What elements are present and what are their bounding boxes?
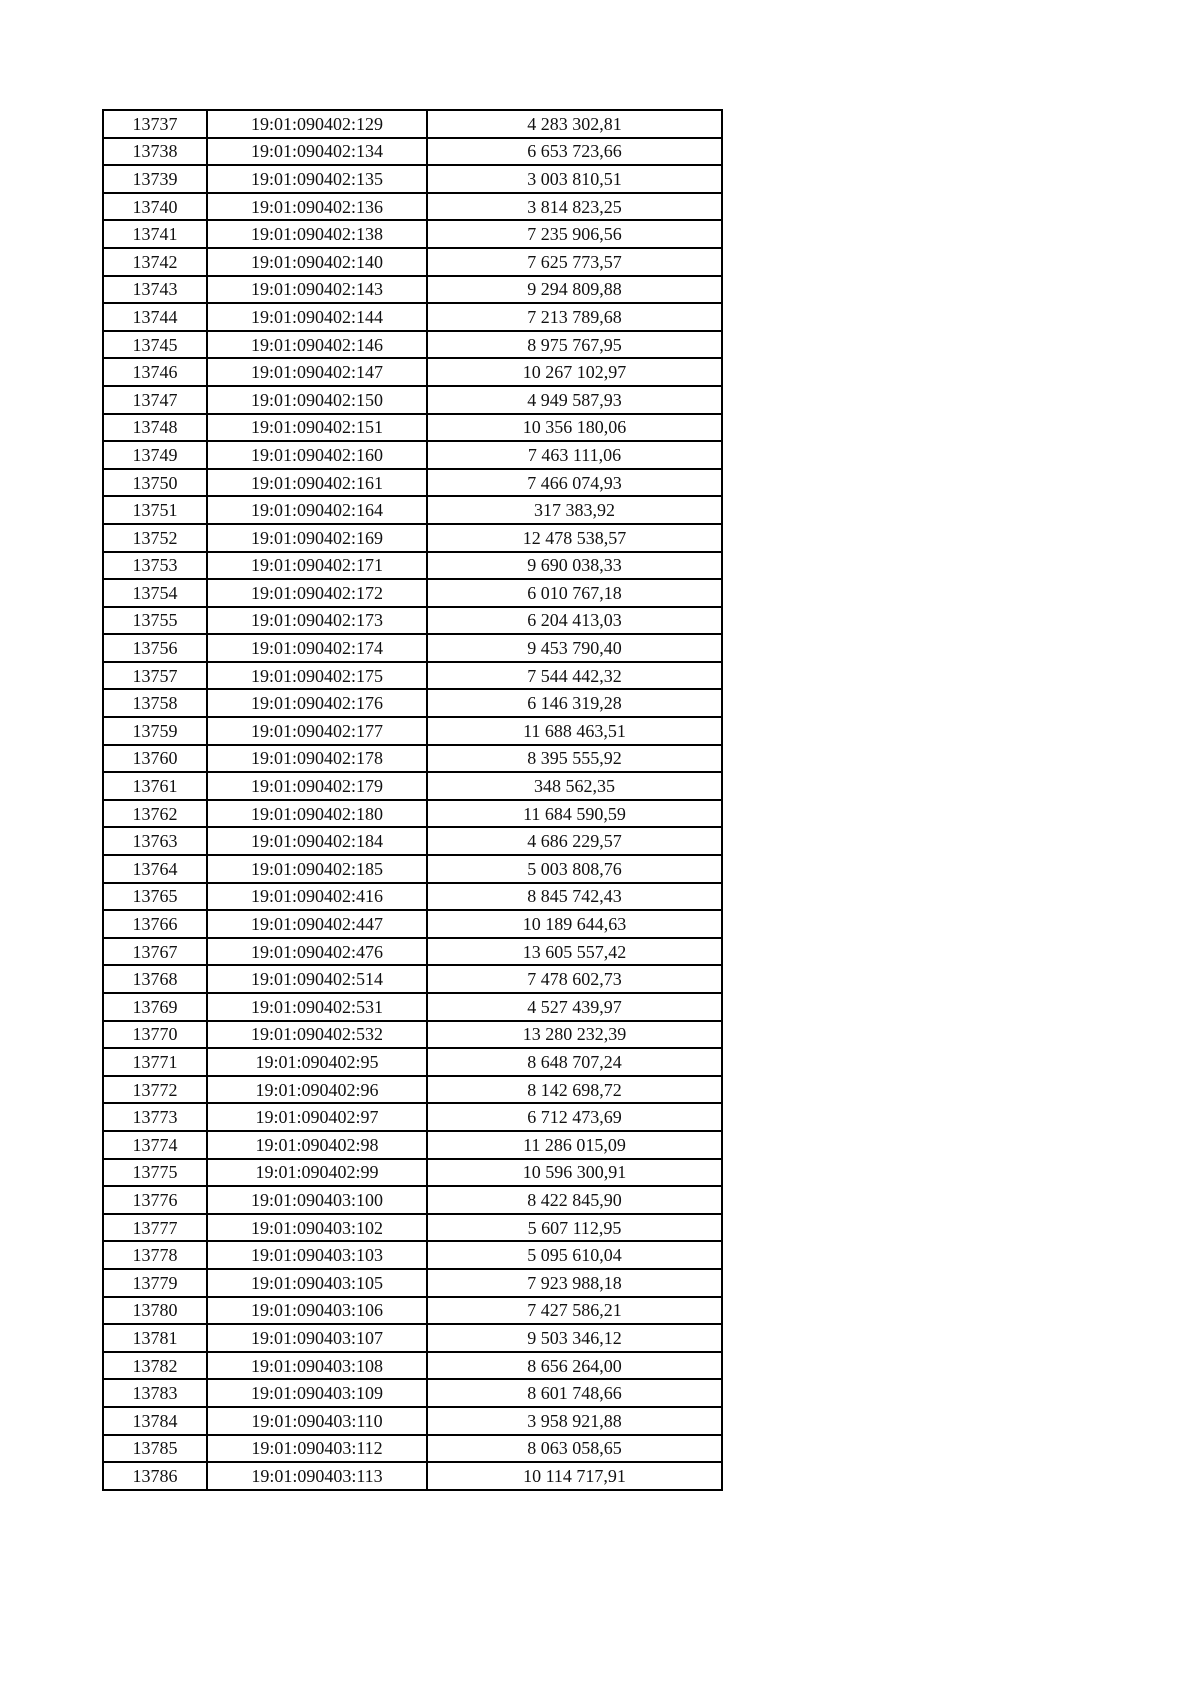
- row-number-cell: 13778: [103, 1241, 207, 1269]
- cadastral-number-cell: 19:01:090402:95: [207, 1048, 427, 1076]
- cadastral-number-cell: 19:01:090402:99: [207, 1159, 427, 1187]
- table-row: [103, 496, 722, 524]
- value-cell: 10 267 102,97: [427, 358, 722, 386]
- row-number-cell: 13779: [103, 1269, 207, 1297]
- cadastral-number-cell: 19:01:090402:185: [207, 855, 427, 883]
- table-row: [103, 579, 722, 607]
- row-number-cell: 13743: [103, 276, 207, 304]
- table-row: [103, 1159, 722, 1187]
- table-row: [103, 1462, 722, 1490]
- value-cell: 13 605 557,42: [427, 938, 722, 966]
- cadastral-number-cell: 19:01:090402:161: [207, 469, 427, 497]
- table-row: [103, 1131, 722, 1159]
- value-cell: 9 503 346,12: [427, 1324, 722, 1352]
- value-cell: 9 294 809,88: [427, 276, 722, 304]
- row-number-cell: 13772: [103, 1076, 207, 1104]
- value-cell: 8 422 845,90: [427, 1186, 722, 1214]
- row-number-cell: 13740: [103, 193, 207, 221]
- row-number-cell: 13748: [103, 414, 207, 442]
- cadastral-number-cell: 19:01:090402:144: [207, 303, 427, 331]
- row-number-cell: 13767: [103, 938, 207, 966]
- table-row: [103, 138, 722, 166]
- table-row: [103, 248, 722, 276]
- cadastral-value-table-wrapper: [102, 109, 723, 1491]
- cadastral-number-cell: 19:01:090402:138: [207, 220, 427, 248]
- value-cell: 6 204 413,03: [427, 607, 722, 635]
- cadastral-number-cell: 19:01:090402:164: [207, 496, 427, 524]
- cadastral-number-cell: 19:01:090403:108: [207, 1352, 427, 1380]
- row-number-cell: 13765: [103, 883, 207, 911]
- row-number-cell: 13773: [103, 1103, 207, 1131]
- cadastral-number-cell: 19:01:090402:129: [207, 110, 427, 138]
- table-row: [103, 220, 722, 248]
- value-cell: 8 975 767,95: [427, 331, 722, 359]
- row-number-cell: 13753: [103, 552, 207, 580]
- value-cell: 348 562,35: [427, 772, 722, 800]
- cadastral-number-cell: 19:01:090402:147: [207, 358, 427, 386]
- cadastral-number-cell: 19:01:090402:179: [207, 772, 427, 800]
- row-number-cell: 13781: [103, 1324, 207, 1352]
- table-row: [103, 1407, 722, 1435]
- cadastral-number-cell: 19:01:090402:178: [207, 745, 427, 773]
- table-row: [103, 1324, 722, 1352]
- table-row: [103, 717, 722, 745]
- table-row: [103, 1379, 722, 1407]
- row-number-cell: 13786: [103, 1462, 207, 1490]
- table-row: [103, 524, 722, 552]
- cadastral-value-table: [102, 109, 723, 1491]
- cadastral-number-cell: 19:01:090402:416: [207, 883, 427, 911]
- table-row: [103, 276, 722, 304]
- row-number-cell: 13746: [103, 358, 207, 386]
- cadastral-number-cell: 19:01:090402:184: [207, 827, 427, 855]
- cadastral-number-cell: 19:01:090402:146: [207, 331, 427, 359]
- row-number-cell: 13769: [103, 993, 207, 1021]
- row-number-cell: 13755: [103, 607, 207, 635]
- cadastral-number-cell: 19:01:090402:169: [207, 524, 427, 552]
- cadastral-number-cell: 19:01:090403:113: [207, 1462, 427, 1490]
- row-number-cell: 13759: [103, 717, 207, 745]
- table-row: [103, 358, 722, 386]
- table-row: [103, 772, 722, 800]
- row-number-cell: 13785: [103, 1435, 207, 1463]
- row-number-cell: 13757: [103, 662, 207, 690]
- value-cell: 317 383,92: [427, 496, 722, 524]
- value-cell: 8 063 058,65: [427, 1435, 722, 1463]
- value-cell: 10 596 300,91: [427, 1159, 722, 1187]
- cadastral-number-cell: 19:01:090402:134: [207, 138, 427, 166]
- cadastral-number-cell: 19:01:090402:176: [207, 689, 427, 717]
- table-row: [103, 965, 722, 993]
- value-cell: 7 213 789,68: [427, 303, 722, 331]
- row-number-cell: 13741: [103, 220, 207, 248]
- cadastral-number-cell: 19:01:090403:102: [207, 1214, 427, 1242]
- value-cell: 10 356 180,06: [427, 414, 722, 442]
- value-cell: 8 601 748,66: [427, 1379, 722, 1407]
- table-row: [103, 1076, 722, 1104]
- table-row: [103, 883, 722, 911]
- row-number-cell: 13782: [103, 1352, 207, 1380]
- row-number-cell: 13751: [103, 496, 207, 524]
- cadastral-number-cell: 19:01:090403:110: [207, 1407, 427, 1435]
- row-number-cell: 13758: [103, 689, 207, 717]
- row-number-cell: 13775: [103, 1159, 207, 1187]
- row-number-cell: 13745: [103, 331, 207, 359]
- table-row: [103, 938, 722, 966]
- table-row: [103, 855, 722, 883]
- row-number-cell: 13770: [103, 1021, 207, 1049]
- table-row: [103, 441, 722, 469]
- table-body: [103, 110, 722, 1490]
- row-number-cell: 13763: [103, 827, 207, 855]
- cadastral-number-cell: 19:01:090402:531: [207, 993, 427, 1021]
- cadastral-number-cell: 19:01:090402:173: [207, 607, 427, 635]
- cadastral-number-cell: 19:01:090402:177: [207, 717, 427, 745]
- table-row: [103, 634, 722, 662]
- value-cell: 4 283 302,81: [427, 110, 722, 138]
- table-row: [103, 1103, 722, 1131]
- row-number-cell: 13744: [103, 303, 207, 331]
- table-row: [103, 386, 722, 414]
- cadastral-number-cell: 19:01:090402:447: [207, 910, 427, 938]
- row-number-cell: 13742: [103, 248, 207, 276]
- cadastral-number-cell: 19:01:090402:476: [207, 938, 427, 966]
- value-cell: 11 684 590,59: [427, 800, 722, 828]
- cadastral-number-cell: 19:01:090402:171: [207, 552, 427, 580]
- table-row: [103, 910, 722, 938]
- row-number-cell: 13752: [103, 524, 207, 552]
- cadastral-number-cell: 19:01:090402:96: [207, 1076, 427, 1104]
- cadastral-number-cell: 19:01:090403:109: [207, 1379, 427, 1407]
- table-row: [103, 1021, 722, 1049]
- cadastral-number-cell: 19:01:090403:100: [207, 1186, 427, 1214]
- row-number-cell: 13737: [103, 110, 207, 138]
- table-row: [103, 193, 722, 221]
- cadastral-number-cell: 19:01:090402:160: [207, 441, 427, 469]
- value-cell: 7 466 074,93: [427, 469, 722, 497]
- row-number-cell: 13761: [103, 772, 207, 800]
- row-number-cell: 13760: [103, 745, 207, 773]
- table-row: [103, 469, 722, 497]
- value-cell: 6 146 319,28: [427, 689, 722, 717]
- cadastral-number-cell: 19:01:090403:103: [207, 1241, 427, 1269]
- value-cell: 4 527 439,97: [427, 993, 722, 1021]
- value-cell: 3 814 823,25: [427, 193, 722, 221]
- value-cell: 5 095 610,04: [427, 1241, 722, 1269]
- value-cell: 7 478 602,73: [427, 965, 722, 993]
- value-cell: 8 648 707,24: [427, 1048, 722, 1076]
- table-row: [103, 1269, 722, 1297]
- row-number-cell: 13738: [103, 138, 207, 166]
- value-cell: 6 010 767,18: [427, 579, 722, 607]
- cadastral-number-cell: 19:01:090403:105: [207, 1269, 427, 1297]
- cadastral-number-cell: 19:01:090403:106: [207, 1297, 427, 1325]
- table-row: [103, 745, 722, 773]
- value-cell: 11 688 463,51: [427, 717, 722, 745]
- cadastral-number-cell: 19:01:090402:175: [207, 662, 427, 690]
- value-cell: 5 607 112,95: [427, 1214, 722, 1242]
- value-cell: 7 427 586,21: [427, 1297, 722, 1325]
- value-cell: 8 845 742,43: [427, 883, 722, 911]
- value-cell: 10 114 717,91: [427, 1462, 722, 1490]
- row-number-cell: 13771: [103, 1048, 207, 1076]
- value-cell: 3 003 810,51: [427, 165, 722, 193]
- table-row: [103, 607, 722, 635]
- cadastral-number-cell: 19:01:090403:112: [207, 1435, 427, 1463]
- table-row: [103, 1186, 722, 1214]
- row-number-cell: 13739: [103, 165, 207, 193]
- row-number-cell: 13750: [103, 469, 207, 497]
- table-row: [103, 165, 722, 193]
- value-cell: 13 280 232,39: [427, 1021, 722, 1049]
- cadastral-number-cell: 19:01:090402:151: [207, 414, 427, 442]
- row-number-cell: 13766: [103, 910, 207, 938]
- table-row: [103, 552, 722, 580]
- table-row: [103, 110, 722, 138]
- value-cell: 6 712 473,69: [427, 1103, 722, 1131]
- value-cell: 8 656 264,00: [427, 1352, 722, 1380]
- row-number-cell: 13776: [103, 1186, 207, 1214]
- value-cell: 4 949 587,93: [427, 386, 722, 414]
- table-row: [103, 1352, 722, 1380]
- cadastral-number-cell: 19:01:090402:97: [207, 1103, 427, 1131]
- cadastral-number-cell: 19:01:090402:180: [207, 800, 427, 828]
- value-cell: 7 923 988,18: [427, 1269, 722, 1297]
- cadastral-number-cell: 19:01:090402:135: [207, 165, 427, 193]
- value-cell: 9 453 790,40: [427, 634, 722, 662]
- value-cell: 4 686 229,57: [427, 827, 722, 855]
- row-number-cell: 13747: [103, 386, 207, 414]
- row-number-cell: 13784: [103, 1407, 207, 1435]
- value-cell: 10 189 644,63: [427, 910, 722, 938]
- cadastral-number-cell: 19:01:090403:107: [207, 1324, 427, 1352]
- table-row: [103, 827, 722, 855]
- row-number-cell: 13764: [103, 855, 207, 883]
- row-number-cell: 13756: [103, 634, 207, 662]
- row-number-cell: 13754: [103, 579, 207, 607]
- table-row: [103, 993, 722, 1021]
- value-cell: 3 958 921,88: [427, 1407, 722, 1435]
- table-row: [103, 1048, 722, 1076]
- table-row: [103, 662, 722, 690]
- value-cell: 8 395 555,92: [427, 745, 722, 773]
- cadastral-number-cell: 19:01:090402:174: [207, 634, 427, 662]
- cadastral-number-cell: 19:01:090402:136: [207, 193, 427, 221]
- row-number-cell: 13749: [103, 441, 207, 469]
- table-row: [103, 800, 722, 828]
- table-row: [103, 414, 722, 442]
- value-cell: 7 544 442,32: [427, 662, 722, 690]
- row-number-cell: 13780: [103, 1297, 207, 1325]
- table-row: [103, 689, 722, 717]
- row-number-cell: 13777: [103, 1214, 207, 1242]
- table-row: [103, 1435, 722, 1463]
- row-number-cell: 13762: [103, 800, 207, 828]
- table-row: [103, 331, 722, 359]
- table-row: [103, 303, 722, 331]
- table-row: [103, 1297, 722, 1325]
- value-cell: 8 142 698,72: [427, 1076, 722, 1104]
- value-cell: 7 463 111,06: [427, 441, 722, 469]
- row-number-cell: 13768: [103, 965, 207, 993]
- cadastral-number-cell: 19:01:090402:172: [207, 579, 427, 607]
- table-row: [103, 1241, 722, 1269]
- cadastral-number-cell: 19:01:090402:150: [207, 386, 427, 414]
- table-row: [103, 1214, 722, 1242]
- value-cell: 6 653 723,66: [427, 138, 722, 166]
- cadastral-number-cell: 19:01:090402:98: [207, 1131, 427, 1159]
- value-cell: 11 286 015,09: [427, 1131, 722, 1159]
- cadastral-number-cell: 19:01:090402:143: [207, 276, 427, 304]
- cadastral-number-cell: 19:01:090402:140: [207, 248, 427, 276]
- value-cell: 5 003 808,76: [427, 855, 722, 883]
- row-number-cell: 13774: [103, 1131, 207, 1159]
- value-cell: 12 478 538,57: [427, 524, 722, 552]
- value-cell: 7 625 773,57: [427, 248, 722, 276]
- cadastral-number-cell: 19:01:090402:532: [207, 1021, 427, 1049]
- row-number-cell: 13783: [103, 1379, 207, 1407]
- value-cell: 9 690 038,33: [427, 552, 722, 580]
- value-cell: 7 235 906,56: [427, 220, 722, 248]
- cadastral-number-cell: 19:01:090402:514: [207, 965, 427, 993]
